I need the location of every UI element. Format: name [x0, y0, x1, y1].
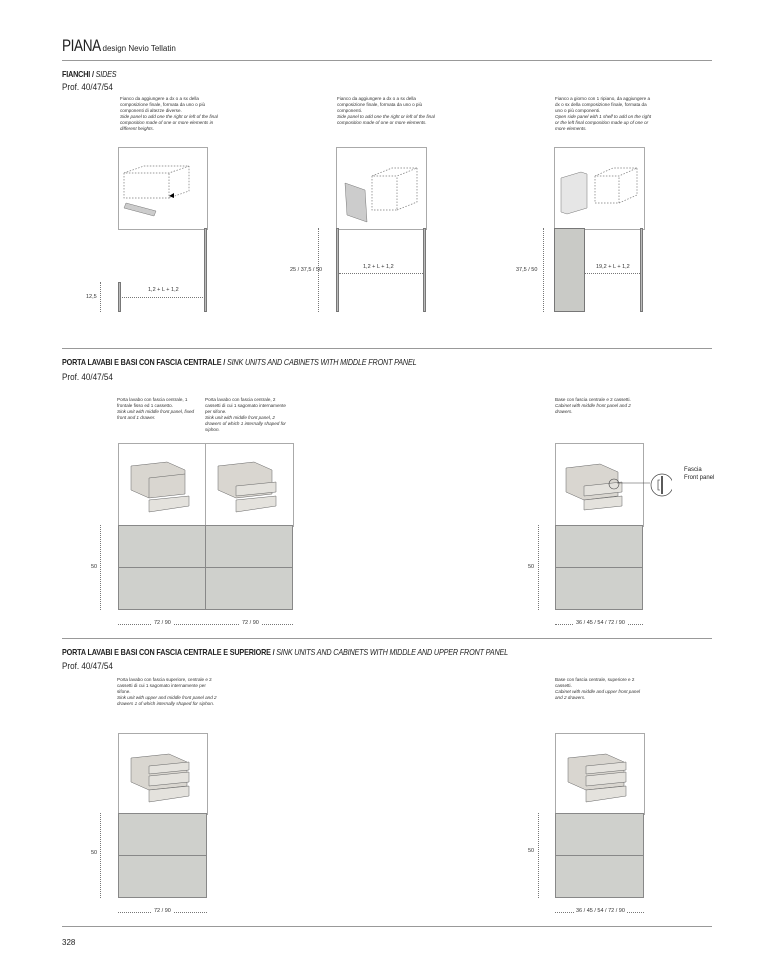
- callout-label: Fascia Front panel: [684, 467, 715, 481]
- divider: [62, 348, 712, 349]
- depth-label: Prof. 40/47/54: [62, 372, 113, 382]
- item-description: Fianco a giorno con 1 ripiano, da aggiungere a dx o sx della composizione finale, formata da uno o più componenti. Open side panel with 1 shelf to add on the right or the left final composition made up of one or more elements.: [555, 96, 652, 131]
- page-number: 328: [62, 938, 76, 947]
- item-description: Porta lavabo con fascia superiore, centrale e 2 cassetti di cui 1 sagomato internamente per sifone. Sink unit with upper and middle front panel and 2 drawers 1 of which internally shaped for siphon.: [117, 677, 217, 706]
- side-panel: [204, 228, 207, 312]
- front-panel-callout-icon: [612, 470, 672, 500]
- item-description: Fianco da aggiungere a dx o a sx della composizione finale, formata da uno o più componenti. Side panel to add one the right or left of the final composition made of one or more elements.: [337, 96, 435, 125]
- cabinet-illustration: [555, 733, 645, 815]
- width-dimension: 19,2 + L + 1,2: [596, 264, 630, 270]
- depth-label: Prof. 40/47/54: [62, 661, 113, 671]
- product-illustration: [336, 147, 427, 230]
- dimension-line: [118, 297, 207, 298]
- height-dimension: 50: [528, 564, 535, 570]
- front-panel: [555, 813, 644, 856]
- dimension-line: [100, 813, 101, 898]
- divider: [62, 60, 712, 61]
- drawer-front: [118, 567, 206, 610]
- drawer-front: [118, 855, 207, 898]
- front-panel: [555, 525, 643, 568]
- side-panel: [423, 228, 426, 312]
- dimension-line: [543, 228, 544, 312]
- drawer-front: [555, 567, 643, 610]
- item-description: Base con fascia centrale e 2 cassetti. Cabinet with middle front panel and 2 drawers.: [555, 397, 631, 414]
- open-side-panel: [554, 228, 585, 312]
- item-description: Fianco da aggiungere a dx o a sx della composizione finale, formata da uno o più componenti di altezze diverse. Side panel to add one the right or left of the final composition made of one or more elements in different heights.: [120, 96, 218, 131]
- item-description: Porta lavabo con fascia centrale, 2 cassetti di cui 1 sagomato internamente per sifone. Sink unit with middle front panel, 2 drawers of which 1 internally shaped for siphon.: [205, 397, 286, 432]
- width-dimension: 1,2 + L + 1,2: [148, 287, 179, 293]
- width-dimension: 72 / 90: [154, 908, 171, 914]
- height-dimension: 50: [528, 848, 535, 854]
- item-description: Porta lavabo con fascia centrale, 1 frontale fisso ed 1 cassetto. Sink unit with middle front panel, fixed front and 1 drawer.: [117, 397, 195, 420]
- item-description: Base con fascia centrale, superiore e 2 cassetti. Cabinet with middle and upper front panel and 2 drawers.: [555, 677, 641, 700]
- cabinet-illustration: [118, 443, 207, 527]
- dimension-line: [585, 273, 640, 274]
- brand-title: PIANA: [62, 36, 101, 55]
- cabinet-illustration: [205, 443, 294, 527]
- width-dimension: 1,2 + L + 1,2: [363, 264, 394, 270]
- width-dimension: 36 / 45 / 54 / 72 / 90: [576, 908, 625, 914]
- dimension-line: [100, 525, 101, 610]
- dimension-line: [339, 273, 423, 274]
- height-dimension: 25 / 37,5 / 50: [290, 267, 323, 273]
- front-panel: [205, 525, 293, 568]
- product-illustration: [118, 147, 208, 230]
- width-dimension: 72 / 90: [242, 620, 259, 626]
- dimension-line: [538, 813, 539, 898]
- page-header: [62, 36, 176, 56]
- height-dimension: 50: [91, 564, 98, 570]
- divider: [62, 638, 712, 639]
- drawer-front: [555, 855, 644, 898]
- dimension-line: [100, 282, 101, 312]
- width-dimension: 36 / 45 / 54 / 72 / 90: [576, 620, 625, 626]
- product-illustration: [554, 147, 645, 230]
- section-title: PORTA LAVABI E BASI CON FASCIA CENTRALE / SINK UNITS AND CABINETS WITH MIDDLE FRONT PANEL: [62, 357, 417, 367]
- dimension-line: [538, 525, 539, 610]
- depth-label: Prof. 40/47/54: [62, 82, 113, 92]
- side-panel: [336, 228, 339, 312]
- dimension-line: [118, 624, 293, 625]
- width-dimension: 72 / 90: [154, 620, 171, 626]
- height-dimension: 37,5 / 50: [516, 267, 538, 273]
- side-panel: [640, 228, 643, 312]
- designer: design Nevio Tellatin: [102, 44, 176, 53]
- height-dimension: 12,5: [86, 294, 97, 300]
- cabinet-illustration: [118, 733, 208, 815]
- front-panel: [118, 813, 207, 856]
- drawer-front: [205, 567, 293, 610]
- front-panel: [118, 525, 206, 568]
- height-dimension: 50: [91, 850, 98, 856]
- divider: [62, 926, 712, 927]
- section-title: FIANCHI / SIDES: [62, 69, 117, 79]
- section-title: PORTA LAVABI E BASI CON FASCIA CENTRALE E SUPERIORE / SINK UNITS AND CABINETS WITH MIDDLE AND UPPER FRONT PANEL: [62, 647, 508, 657]
